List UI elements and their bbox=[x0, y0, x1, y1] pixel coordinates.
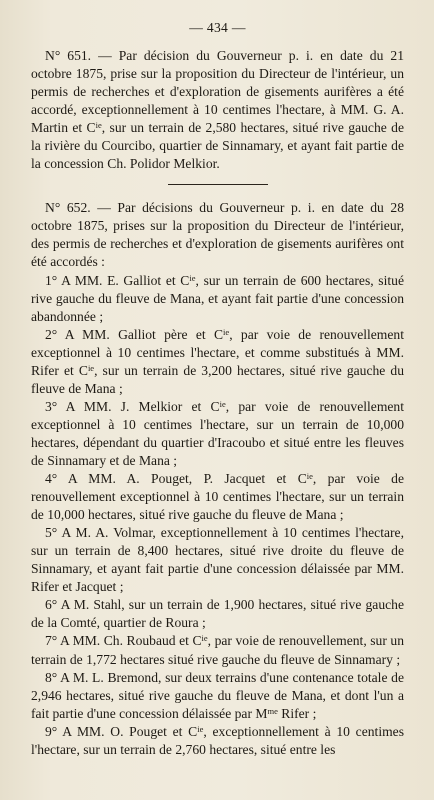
notice-652-item-3: 3° A MM. J. Melkior et $C^{ie}$, par voie de renouvellement exceptionnel à 10 centimes l'hectare, sur un terrain de 10,000 hectares, dépendant du quartier d'Iracoubo et situé entre les fleuves de Sinnamary et de Mana ; bbox=[31, 398, 405, 468]
notice-651-paragraph: N° 651. — Par décision du Gouverneur p. i. en date du 21 octobre 1875, prise sur la proposition du Directeur de l'intérieur, un permis de recherches et d'exploration de gisements aurifères a été accordé, exceptionnellement à 10 centimes l'hectare, à MM. G. A. Martin et $C^{ie}$, sur un terrain de 2,580 hectares, situé rive gauche de la rivière du Courcibo, quartier de Sinnamary, et ayant fait partie de la concession Ch. Polidor Melkior. bbox=[31, 48, 404, 172]
notice-652-item-6: 6° A M. Stahl, sur un terrain de 1,900 hectares, situé rive gauche de la Comté, quartier de Roura ; bbox=[31, 597, 404, 631]
section-divider bbox=[168, 184, 268, 185]
notice-652-intro: N° 652. — Par décisions du Gouverneur p. i. en date du 28 octobre 1875, prises sur la proposition du Directeur de l'intérieur, des permis de recherches et d'exploration de gisements aurifères ont été accordés : bbox=[31, 200, 404, 270]
notice-652-item-5: 5° A M. A. Volmar, exceptionnellement à 10 centimes l'hectare, sur un terrain de 8,400 hectares, situé rive droite du fleuve de Sinnamary, et ayant fait partie d'une concession délaissée par MM. Rifer et Jacquet ; bbox=[31, 525, 404, 595]
notice-652-item-1: 1° A MM. E. Galliot et $C^{ie}$, sur un terrain de 600 hectares, situé rive gauche du fleuve de Mana, et ayant fait partie d'une concession abandonnée ; bbox=[31, 272, 404, 324]
notice-652-item-2: 2° A MM. Galliot père et $C^{ie}$, par voie de renouvellement exceptionnel à 10 centimes l'hectare, et comme substitués à MM. Rifer et $C^{ie}$, sur un terrain de 3,200 hectares, situé rive gauche du fleuve de Mana ; bbox=[31, 326, 405, 396]
notice-652-item-8: 8° A M. L. Bremond, sur deux terrains d'une contenance totale de 2,946 hectares, situé rive gauche du fleuve de Mana, et dont l'un a fait partie d'une concession délaissée par $M^{me}$ Rifer ; bbox=[31, 669, 404, 721]
page-number: — 434 — bbox=[189, 20, 246, 35]
notice-652-item-7: 7° A MM. Ch. Roubaud et $C^{ie}$, par voie de renouvellement, sur un terrain de 1,772 hectares situé rive gauche du fleuve de Sinnamary ; bbox=[31, 633, 404, 667]
notice-652-item-9: 9° A MM. O. Pouget et $C^{ie}$, exceptionnellement à 10 centimes l'hectare, sur un terrain de 2,760 hectares, situé entre les bbox=[31, 723, 404, 757]
notice-652-item-4: 4° A MM. A. Pouget, P. Jacquet et $C^{ie}$, par voie de renouvellement exceptionnel à 10 centimes l'hectare, sur un terrain de 10,000 hectares, situé rive gauche du fleuve de Mana ; bbox=[31, 471, 404, 523]
